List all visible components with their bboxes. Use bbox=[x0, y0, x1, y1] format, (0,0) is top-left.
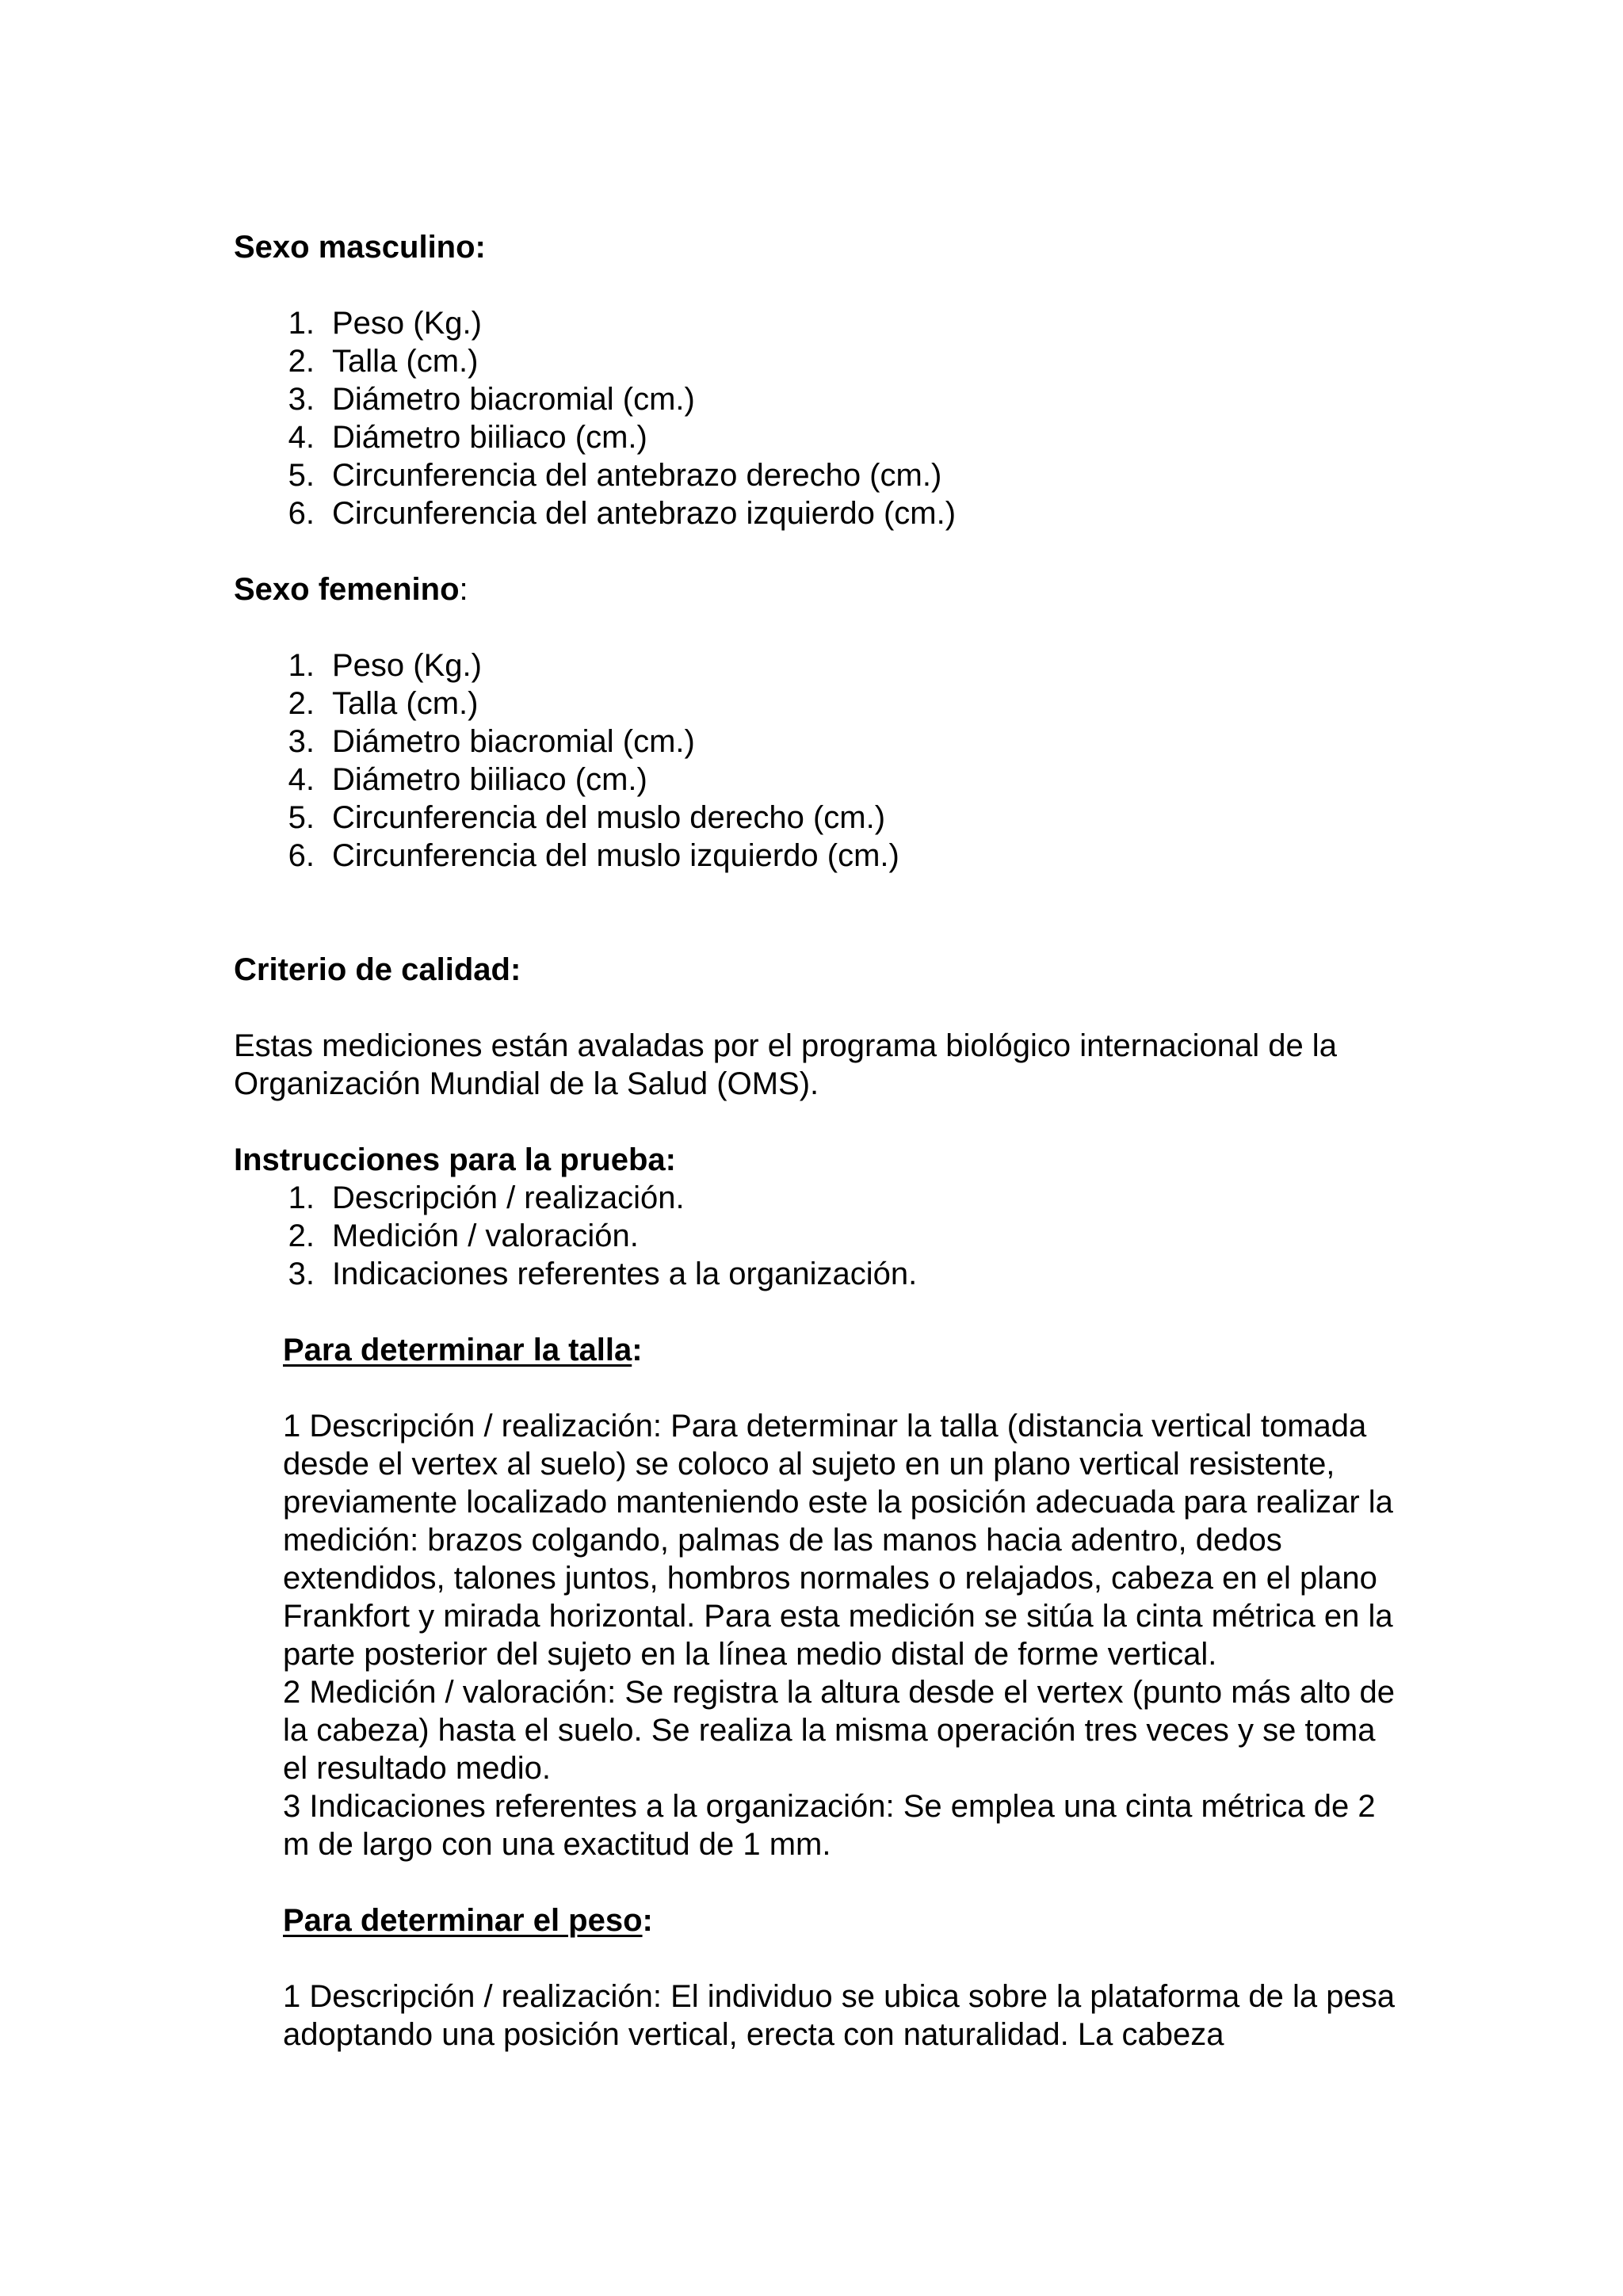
spacer bbox=[234, 608, 1399, 646]
list-item: 2. Medición / valoración. bbox=[288, 1219, 639, 1253]
list-item: 1. Descripción / realización. bbox=[288, 1180, 685, 1215]
spacer bbox=[234, 1293, 1399, 1331]
spacer bbox=[234, 989, 1399, 1027]
instructions-heading: Instrucciones para la prueba: bbox=[234, 1142, 676, 1177]
male-heading: Sexo masculino: bbox=[234, 230, 486, 265]
list-item: 6. Circunferencia del muslo izquierdo (cm.) bbox=[288, 838, 899, 873]
list-item: 3. Diámetro biacromial (cm.) bbox=[288, 382, 695, 417]
talla-section bbox=[234, 1331, 1399, 2054]
instructions-list bbox=[234, 1179, 1399, 1293]
female-heading: Sexo femenino: bbox=[234, 572, 468, 607]
spacer bbox=[234, 532, 1399, 570]
quality-heading: Criterio de calidad: bbox=[234, 952, 521, 987]
list-item: 6. Circunferencia del antebrazo izquierdo (cm.) bbox=[288, 496, 957, 531]
female-measurement-list bbox=[234, 646, 1399, 875]
list-item: 3. Indicaciones referentes a la organización. bbox=[288, 1257, 918, 1291]
spacer bbox=[234, 266, 1399, 304]
quality-paragraph: Estas mediciones están avaladas por el programa biológico internacional de la Organización Mundial de la Salud (OMS). bbox=[234, 1028, 1337, 1101]
spacer bbox=[283, 1939, 1399, 1978]
list-item: 5. Circunferencia del muslo derecho (cm.) bbox=[288, 800, 886, 835]
talla-heading: Para determinar la talla: bbox=[283, 1333, 643, 1367]
spacer bbox=[283, 1863, 1399, 1901]
peso-heading: Para determinar el peso: bbox=[283, 1903, 653, 1938]
talla-description: 1 Descripción / realización: Para determinar la talla (distancia vertical tomada desde el vertex al suelo) se coloco al sujeto en un plano vertical resistente, previamente localizado manteniendo este la posición adecuada para realizar la medición: brazos colgando, palmas de las manos hacia adentro, dedos extendidos, talones juntos, hombros normales o relajados, cabeza en el plano Frankfort y mirada horizontal. Para esta medición se sitúa la cinta métrica en la parte posterior del sujeto en la línea medio distal de forme vertical. bbox=[283, 1409, 1393, 1672]
male-measurement-list bbox=[234, 304, 1399, 532]
spacer bbox=[283, 1369, 1399, 1407]
talla-measurement: 2 Medición / valoración: Se registra la altura desde el vertex (punto más alto de la cabeza) hasta el suelo. Se realiza la misma operación tres veces y se toma el resultado medio. bbox=[283, 1675, 1395, 1786]
list-item: 4. Diámetro biiliaco (cm.) bbox=[288, 762, 647, 797]
list-item: 2. Talla (cm.) bbox=[288, 686, 479, 721]
list-item: 4. Diámetro biiliaco (cm.) bbox=[288, 420, 647, 455]
list-item: 1. Peso (Kg.) bbox=[288, 648, 482, 683]
list-item: 1. Peso (Kg.) bbox=[288, 306, 482, 341]
peso-description: 1 Descripción / realización: El individuo se ubica sobre la plataforma de la pesa adoptando una posición vertical, erecta con naturalidad. La cabeza bbox=[283, 1979, 1395, 2052]
talla-organization: 3 Indicaciones referentes a la organización: Se emplea una cinta métrica de 2 m de largo con una exactitud de 1 mm. bbox=[283, 1789, 1376, 1862]
list-item: 5. Circunferencia del antebrazo derecho (cm.) bbox=[288, 458, 942, 493]
spacer bbox=[234, 875, 1399, 951]
document-body bbox=[234, 228, 1399, 2054]
list-item: 2. Talla (cm.) bbox=[288, 344, 479, 379]
spacer bbox=[234, 1103, 1399, 1141]
list-item: 3. Diámetro biacromial (cm.) bbox=[288, 724, 695, 759]
